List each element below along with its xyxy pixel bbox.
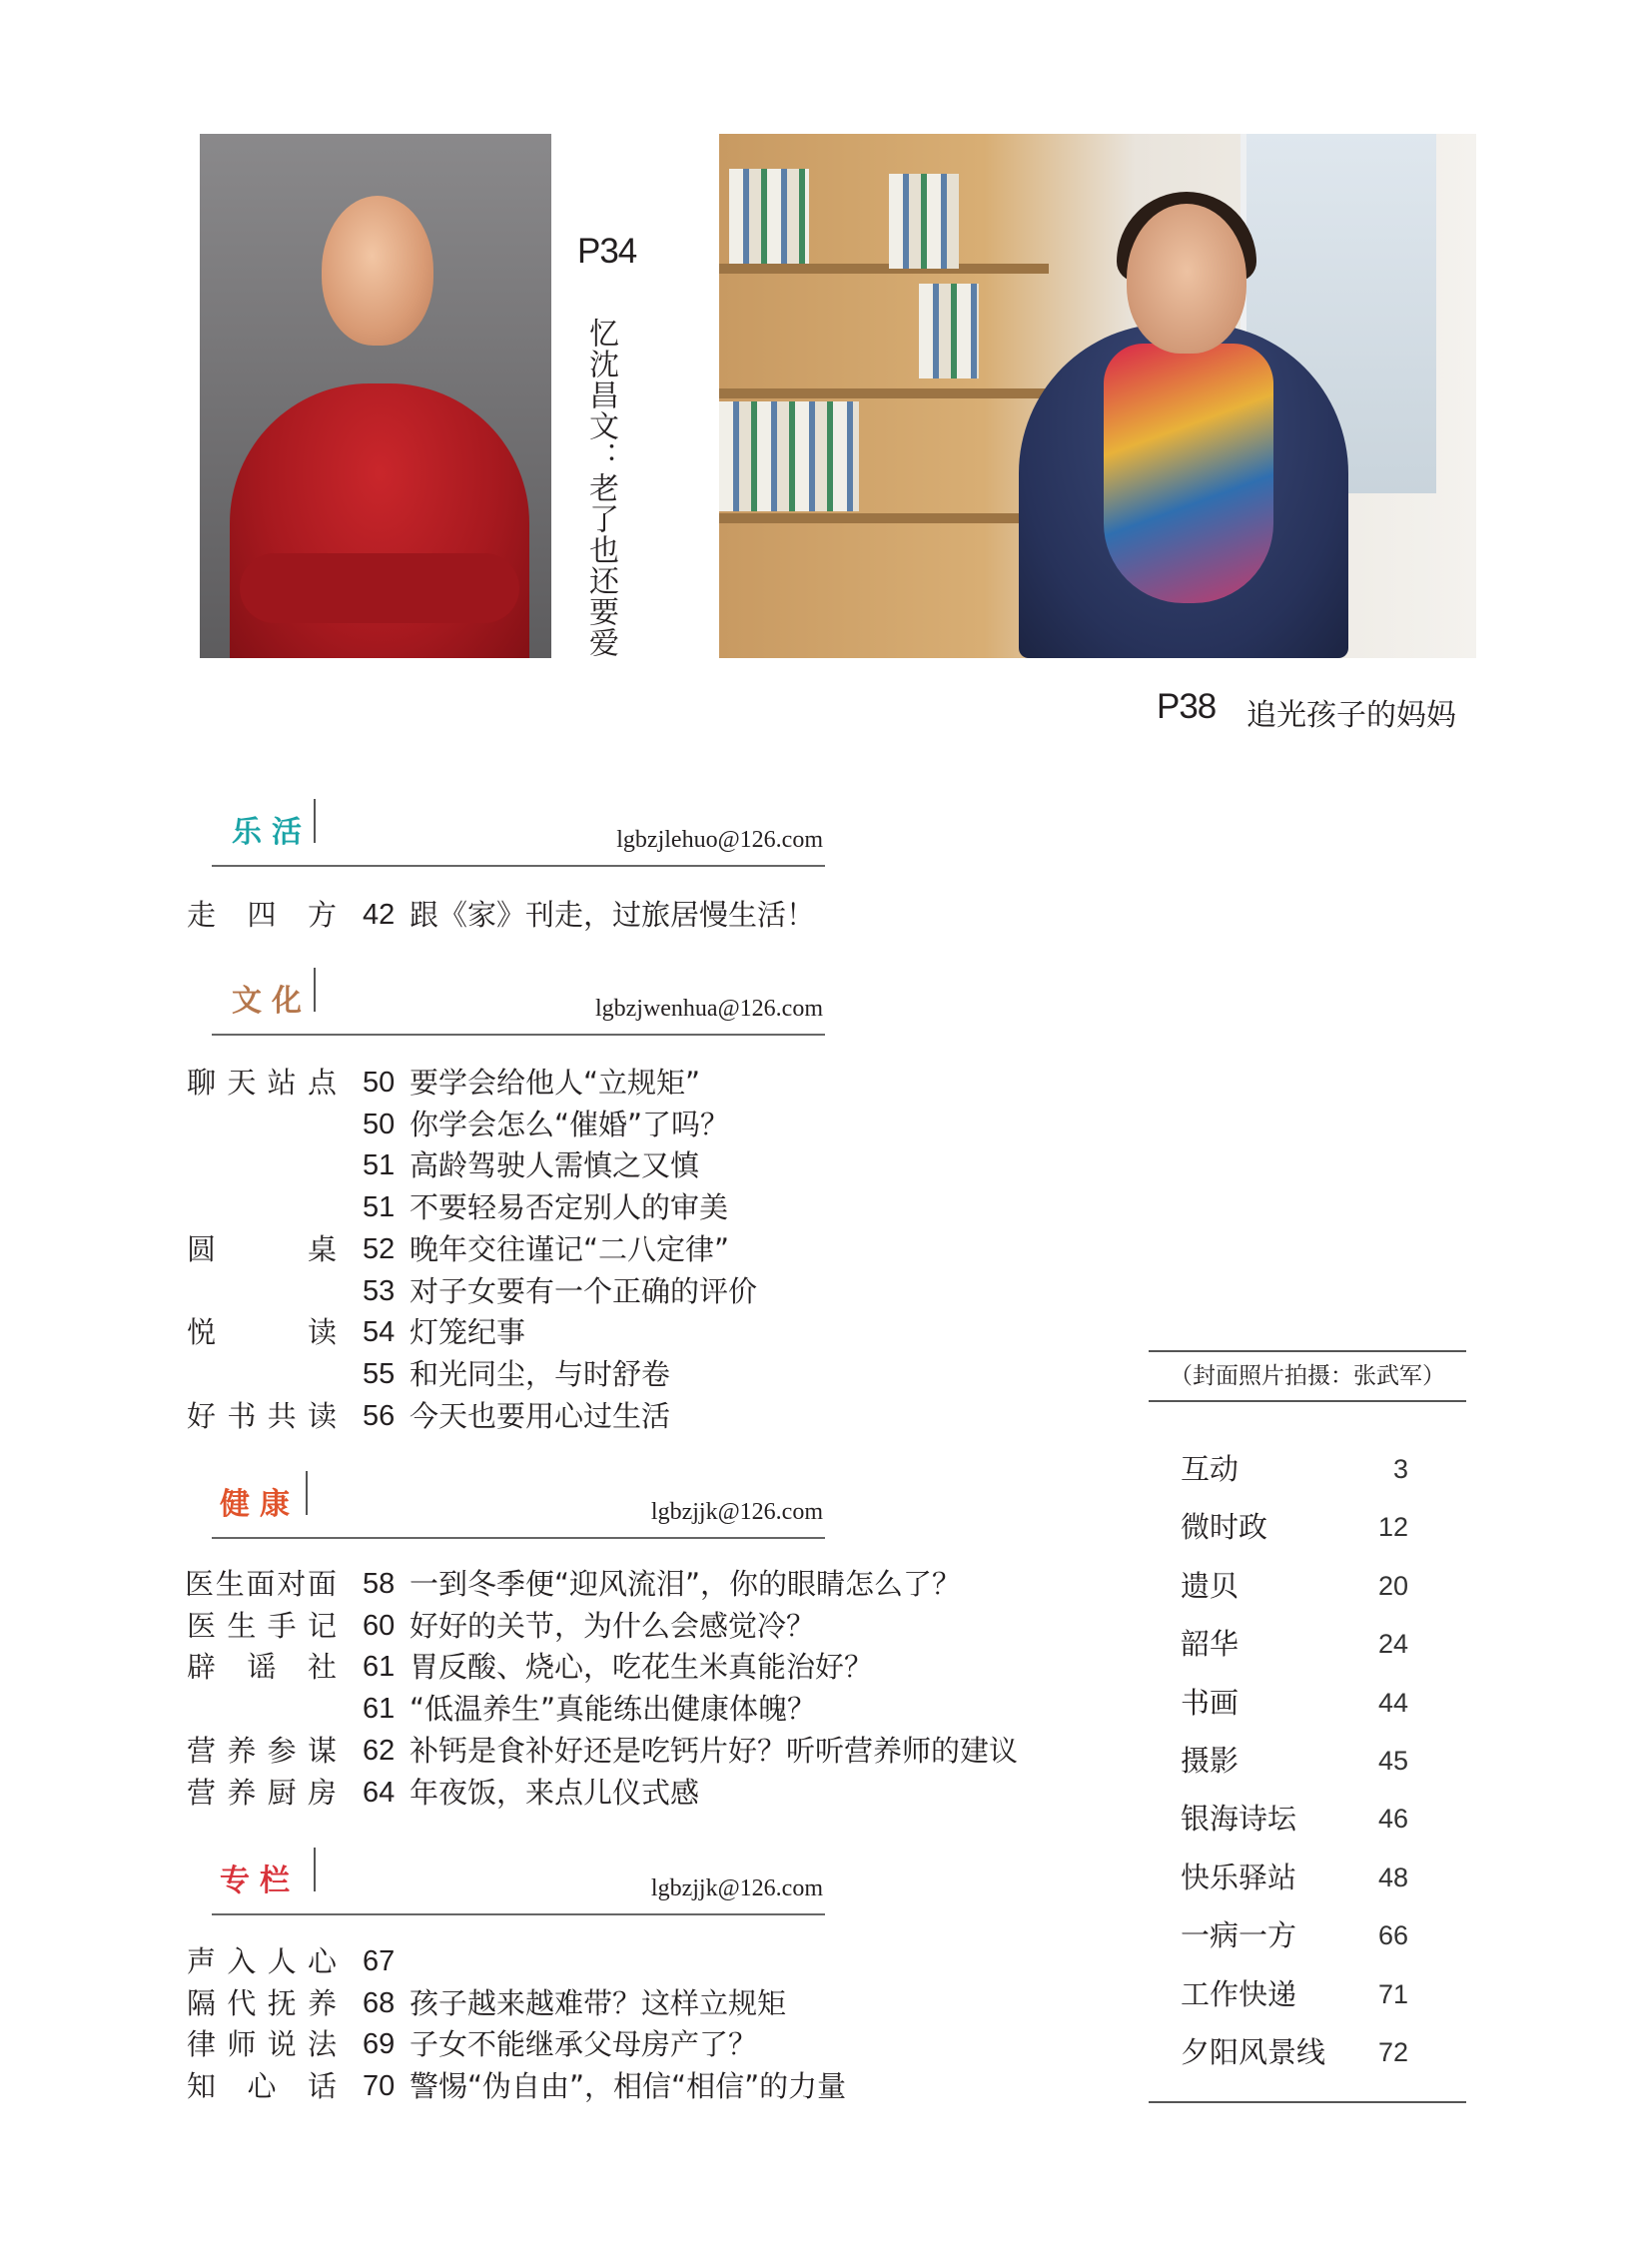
regular-column-label: 遗贝 bbox=[1181, 1569, 1239, 1603]
regular-column-label: 互动 bbox=[1181, 1452, 1239, 1486]
toc-category: 医生手记 bbox=[187, 1609, 337, 1643]
toc-category: 聊天站点 bbox=[187, 1066, 337, 1100]
bookshelf-plank bbox=[719, 513, 1049, 523]
portrait-photo-p38 bbox=[719, 134, 1476, 658]
toc-category: 营养参谋 bbox=[187, 1734, 337, 1768]
regular-column-page: 44 bbox=[1377, 1688, 1408, 1718]
regular-column-label: 快乐驿站 bbox=[1181, 1861, 1297, 1894]
section-rule bbox=[212, 1034, 825, 1036]
regular-column-entry[interactable] bbox=[1181, 1858, 1420, 1897]
toc-category: 圆桌 bbox=[187, 1232, 337, 1266]
toc-category: 好书共读 bbox=[187, 1399, 337, 1433]
regular-column-label: 韶华 bbox=[1181, 1627, 1239, 1661]
bookshelf-plank bbox=[719, 264, 1049, 274]
toc-article-title: “低温养生”真能练出健康体魄？ bbox=[410, 1692, 817, 1726]
toc-category: 声入人心 bbox=[187, 1944, 337, 1978]
regular-column-page: 48 bbox=[1377, 1863, 1408, 1892]
books bbox=[729, 169, 809, 264]
regular-column-page: 71 bbox=[1377, 1979, 1408, 2009]
regular-column-entry[interactable] bbox=[1181, 1507, 1420, 1547]
toc-page-number: 58 bbox=[363, 1568, 396, 1600]
regular-column-entry[interactable] bbox=[1181, 1915, 1420, 1955]
section-title: 专栏 bbox=[220, 1864, 300, 1898]
regular-column-label: 摄影 bbox=[1181, 1744, 1239, 1778]
divider bbox=[1149, 1400, 1466, 1402]
regular-column-page: 3 bbox=[1392, 1454, 1408, 1484]
bookshelf-plank bbox=[719, 388, 1049, 398]
feature1-title[interactable]: 忆沈昌文：老了也还要爱 bbox=[583, 318, 618, 658]
section-rule bbox=[212, 1537, 825, 1539]
toc-article-title: 今天也要用心过生活 bbox=[410, 1399, 671, 1433]
section-title-bar bbox=[314, 1848, 316, 1891]
regular-column-label: 工作快递 bbox=[1181, 1977, 1297, 2011]
toc-category: 走四方 bbox=[187, 898, 337, 932]
section-title-bar bbox=[314, 968, 316, 1012]
toc-page-number: 69 bbox=[363, 2028, 396, 2060]
toc-article-title: 孩子越来越难带？这样立规矩 bbox=[410, 1986, 787, 2020]
regular-column-label: 银海诗坛 bbox=[1181, 1802, 1297, 1836]
toc-article-title: 对子女要有一个正确的评价 bbox=[410, 1274, 758, 1308]
toc-article-title: 和光同尘，与时舒卷 bbox=[410, 1357, 671, 1391]
toc-article-title: 好好的关节，为什么会感觉冷？ bbox=[410, 1609, 816, 1643]
portrait-photo-p34 bbox=[200, 134, 551, 658]
toc-page-number: 51 bbox=[363, 1191, 396, 1223]
toc-page-number: 42 bbox=[363, 899, 396, 931]
regular-column-label: 微时政 bbox=[1181, 1510, 1268, 1544]
regular-column-page: 20 bbox=[1377, 1571, 1408, 1601]
toc-page-number: 51 bbox=[363, 1149, 396, 1181]
toc-page-number: 68 bbox=[363, 1987, 396, 2019]
cover-photo-credit: （封面照片拍摄：张武军） bbox=[1170, 1363, 1445, 1389]
toc-page-number: 64 bbox=[363, 1777, 396, 1809]
regular-column-page: 66 bbox=[1377, 1920, 1408, 1950]
regular-column-entry[interactable] bbox=[1181, 2032, 1420, 2072]
toc-page-number: 50 bbox=[363, 1067, 396, 1099]
toc-page-number: 56 bbox=[363, 1400, 396, 1432]
regular-column-entry[interactable] bbox=[1181, 1449, 1420, 1489]
regular-column-label: 书画 bbox=[1181, 1686, 1239, 1720]
toc-page-number: 62 bbox=[363, 1735, 396, 1767]
section-email[interactable]: lgbzjjk@126.com bbox=[650, 1875, 823, 1901]
toc-category: 辟谣社 bbox=[187, 1650, 337, 1684]
toc-page-number: 61 bbox=[363, 1651, 396, 1683]
feature2-page: P38 bbox=[1157, 687, 1217, 726]
toc-article-title: 跟《家》刊走，过旅居慢生活！ bbox=[410, 898, 816, 932]
toc-page-number: 60 bbox=[363, 1610, 396, 1642]
section-rule bbox=[212, 865, 825, 867]
section-title-bar bbox=[314, 799, 316, 843]
toc-page-number: 52 bbox=[363, 1233, 396, 1265]
woman-scarf bbox=[1104, 344, 1273, 603]
books bbox=[889, 174, 959, 269]
divider bbox=[1149, 2101, 1466, 2103]
toc-category: 知心话 bbox=[187, 2069, 337, 2103]
section-title: 文化 bbox=[232, 984, 312, 1019]
toc-page-number: 53 bbox=[363, 1275, 396, 1307]
toc-category: 悦读 bbox=[187, 1315, 337, 1349]
regular-column-entry[interactable] bbox=[1181, 1799, 1420, 1839]
regular-column-page: 24 bbox=[1377, 1629, 1408, 1659]
feature2-title[interactable]: 追光孩子的妈妈 bbox=[1246, 698, 1456, 733]
regular-column-page: 72 bbox=[1377, 2037, 1408, 2067]
toc-category: 医生面对面 bbox=[185, 1567, 337, 1601]
regular-column-page: 12 bbox=[1377, 1512, 1408, 1542]
toc-article-title: 胃反酸、烧心，吃花生米真能治好？ bbox=[410, 1650, 874, 1684]
toc-article-title: 高龄驾驶人需慎之又慎 bbox=[410, 1148, 700, 1182]
section-email[interactable]: lgbzjwenhua@126.com bbox=[594, 996, 823, 1022]
toc-category: 律师说法 bbox=[187, 2027, 337, 2061]
regular-column-page: 45 bbox=[1377, 1746, 1408, 1776]
toc-article-title: 要学会给他人“立规矩” bbox=[410, 1066, 701, 1100]
toc-article-title: 补钙是食补好还是吃钙片好？听听营养师的建议 bbox=[410, 1734, 1019, 1768]
toc-article-title: 子女不能继承父母房产了？ bbox=[410, 2027, 758, 2061]
books bbox=[719, 401, 859, 511]
regular-column-label: 夕阳风景线 bbox=[1181, 2035, 1326, 2069]
toc-article-title: 一到冬季便“迎风流泪”，你的眼睛怎么了？ bbox=[410, 1567, 962, 1601]
section-title: 健康 bbox=[220, 1487, 300, 1522]
regular-column-page: 46 bbox=[1377, 1804, 1408, 1834]
regular-column-entry[interactable] bbox=[1181, 1624, 1420, 1664]
section-title-bar bbox=[306, 1471, 308, 1515]
regular-column-entry[interactable] bbox=[1181, 1741, 1420, 1781]
regular-column-entry[interactable] bbox=[1181, 1566, 1420, 1606]
toc-page-number: 55 bbox=[363, 1358, 396, 1390]
toc-article-title: 年夜饭，来点儿仪式感 bbox=[410, 1776, 700, 1810]
toc-page-number: 67 bbox=[363, 1945, 396, 1977]
section-title: 乐活 bbox=[232, 815, 312, 850]
woman-face bbox=[1127, 204, 1246, 354]
regular-column-label: 一病一方 bbox=[1181, 1918, 1297, 1952]
portrait-folded-arms bbox=[240, 553, 519, 623]
section-rule bbox=[212, 1913, 825, 1915]
toc-page-number: 54 bbox=[363, 1316, 396, 1348]
regular-column-entry[interactable] bbox=[1181, 1974, 1420, 2014]
divider bbox=[1149, 1350, 1466, 1352]
regular-column-entry[interactable] bbox=[1181, 1683, 1420, 1723]
books bbox=[919, 284, 979, 378]
toc-article-title: 不要轻易否定别人的审美 bbox=[410, 1190, 729, 1224]
toc-category: 营养厨房 bbox=[187, 1776, 337, 1810]
toc-article-title: 灯笼纪事 bbox=[410, 1315, 526, 1349]
portrait-head bbox=[322, 196, 433, 346]
feature1-page: P34 bbox=[577, 232, 637, 271]
section-email[interactable]: lgbzjjk@126.com bbox=[650, 1499, 823, 1525]
toc-article-title: 晚年交往谨记“二八定律” bbox=[410, 1232, 730, 1266]
toc-page-number: 61 bbox=[363, 1693, 396, 1725]
toc-article-title: 你学会怎么“催婚”了吗？ bbox=[410, 1108, 730, 1141]
toc-page-number: 70 bbox=[363, 2070, 396, 2102]
section-email[interactable]: lgbzjlehuo@126.com bbox=[616, 827, 823, 853]
toc-article-title: 警惕“伪自由”，相信“相信”的力量 bbox=[410, 2069, 847, 2103]
toc-category: 隔代抚养 bbox=[187, 1986, 337, 2020]
toc-page-number: 50 bbox=[363, 1109, 396, 1140]
